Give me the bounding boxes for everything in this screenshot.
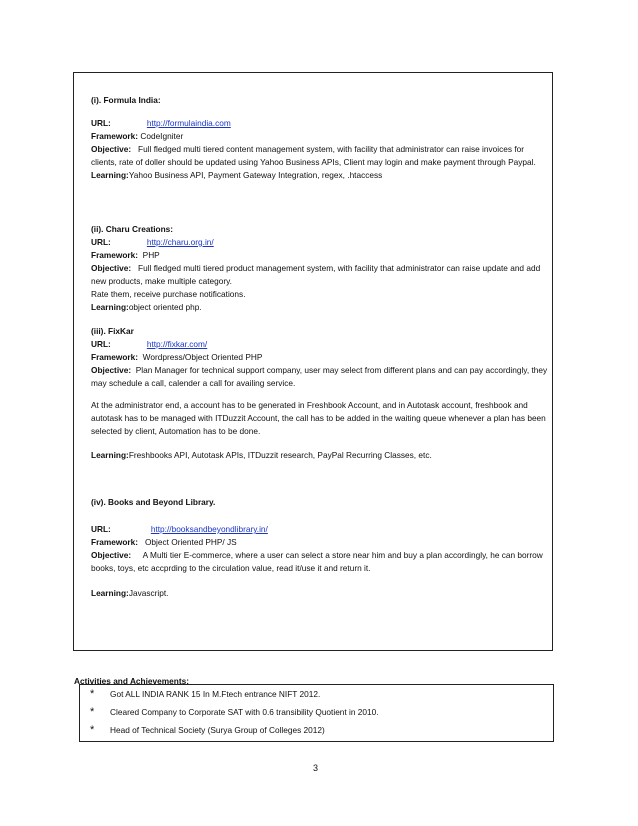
- projects-box: [73, 72, 553, 651]
- bullet-star-icon: *: [90, 706, 95, 718]
- framework-line: [91, 130, 549, 143]
- project-formula-india: [91, 94, 549, 182]
- framework-line: [91, 351, 549, 364]
- framework-label: Framework:: [91, 537, 139, 547]
- project-note: At the administrator end, a account has to be generated in Freshbook Account, and in Autotask account, freshbook and autotask has to be managed with ITDuzzit Account, the call has to be added in the waiting queue whenever a plan has been selected by client, Automation has to be done.: [91, 400, 546, 436]
- framework-value: Wordpress/Object Oriented PHP: [142, 352, 263, 362]
- project-charu-creations: [91, 223, 549, 314]
- objective-text: Full fledged multi tiered content management system, with facility that administrator can raise invoices for clients, rate of doller should be updated using Yahoo Business APIs, Client may login and make payment through Paypal.: [91, 144, 536, 167]
- objective-line: [91, 364, 549, 390]
- project-url-link[interactable]: http://formulaindia.com: [146, 118, 231, 128]
- activity-text: Head of Technical Society (Surya Group of Colleges 2012): [110, 725, 325, 735]
- project-title: (iii). FixKar: [91, 326, 134, 336]
- framework-value: CodeIgniter: [140, 131, 184, 141]
- activities-box: [79, 684, 554, 742]
- objective-line: [91, 549, 549, 575]
- activity-text: Cleared Company to Corporate SAT with 0.6 transibility Quotient in 2010.: [110, 707, 379, 717]
- project-title: (i). Formula India:: [91, 95, 161, 105]
- objective-label: Objective:: [91, 365, 132, 375]
- url-line: [91, 117, 549, 130]
- learning-line: [91, 301, 549, 314]
- framework-label: Framework:: [91, 250, 139, 260]
- activity-text: Got ALL INDIA RANK 15 In M.Ftech entrance NIFT 2012.: [110, 689, 321, 699]
- learning-text: Javascript.: [128, 588, 169, 598]
- url-line: [91, 236, 549, 249]
- url-label: URL:: [91, 118, 111, 128]
- objective-label: Objective:: [91, 263, 132, 273]
- activities-heading: Activities and Achievements:: [74, 676, 189, 686]
- objective-label: Objective:: [91, 550, 132, 560]
- framework-label: Framework:: [91, 131, 139, 141]
- objective-text: Plan Manager for technical support company, user may select from different plans and can pay accordingly, they may schedule a call, calender a call for availing service.: [91, 365, 548, 388]
- list-item: [90, 724, 325, 737]
- learning-line: [91, 169, 549, 182]
- objective-extra: Rate them, receive purchase notifications.: [91, 289, 246, 299]
- project-books-beyond: [91, 496, 549, 600]
- objective-label: Objective:: [91, 144, 132, 154]
- learning-label: Learning:: [91, 450, 129, 460]
- list-item: [90, 688, 320, 701]
- framework-value: Object Oriented PHP/ JS: [144, 537, 237, 547]
- bullet-star-icon: *: [90, 724, 95, 736]
- bullet-star-icon: *: [90, 688, 95, 700]
- learning-text: object oriented php.: [128, 302, 202, 312]
- framework-label: Framework:: [91, 352, 139, 362]
- framework-value: PHP: [142, 250, 160, 260]
- list-item: [90, 706, 379, 719]
- learning-label: Learning:: [91, 170, 129, 180]
- page-number: 3: [313, 763, 319, 773]
- objective-line: [91, 262, 549, 288]
- objective-text: A Multi tier E-commerce, where a user can select a store near him and buy a plan accordingly, he can borrow books, toys, etc accprding to the circulation value, read it/use it and return it.: [91, 550, 543, 573]
- url-line: [91, 523, 549, 536]
- learning-text: Freshbooks API, Autotask APIs, ITDuzzit research, PayPal Recurring Classes, etc.: [128, 450, 432, 460]
- learning-line: [91, 587, 549, 600]
- framework-line: [91, 249, 549, 262]
- learning-label: Learning:: [91, 588, 129, 598]
- project-title: (iv). Books and Beyond Library.: [91, 497, 216, 507]
- url-line: [91, 338, 549, 351]
- project-fixkar: [91, 325, 549, 462]
- project-title: (ii). Charu Creations:: [91, 224, 174, 234]
- framework-line: [91, 536, 549, 549]
- learning-line: [91, 449, 549, 462]
- project-url-link[interactable]: http://booksandbeyondlibrary.in/: [150, 524, 268, 534]
- url-label: URL:: [91, 339, 111, 349]
- objective-text: Full fledged multi tiered product management system, with facility that administrator can raise update and add new products, make multiple category.: [91, 263, 541, 286]
- project-url-link[interactable]: http://fixkar.com/: [146, 339, 208, 349]
- learning-label: Learning:: [91, 302, 129, 312]
- learning-text: Yahoo Business API, Payment Gateway Integration, regex, .htaccess: [128, 170, 383, 180]
- url-label: URL:: [91, 237, 111, 247]
- url-label: URL:: [91, 524, 111, 534]
- objective-line: [91, 143, 549, 169]
- project-url-link[interactable]: http://charu.org.in/: [146, 237, 214, 247]
